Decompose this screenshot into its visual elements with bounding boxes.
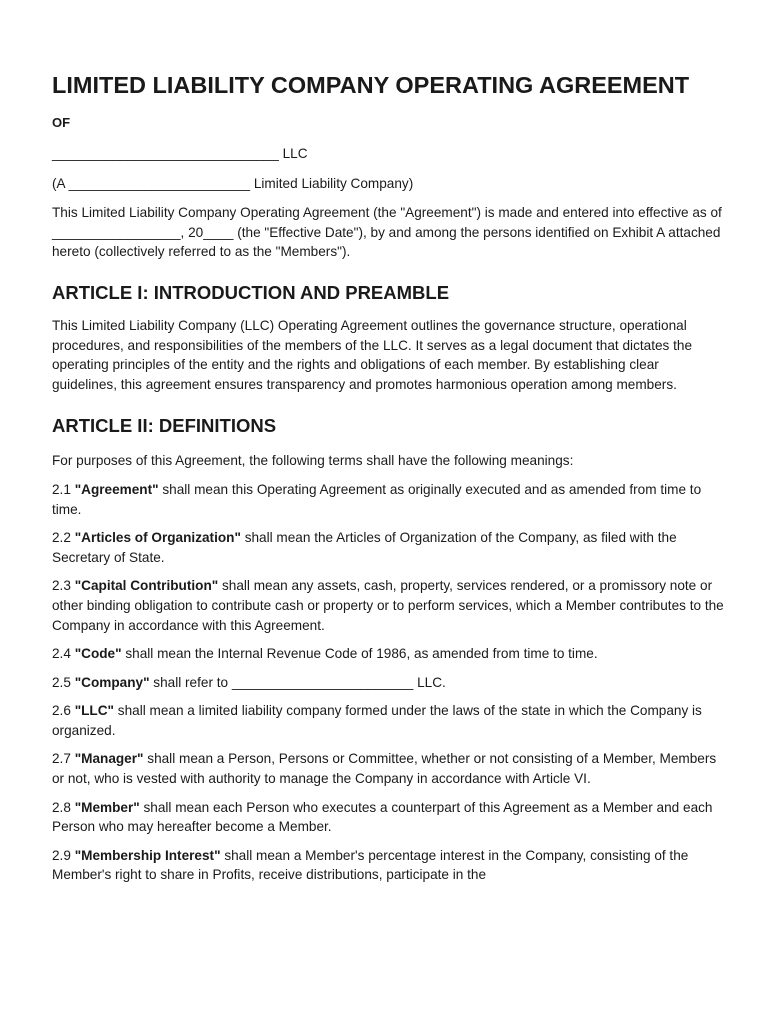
definition-number: 2.7 — [52, 751, 71, 767]
definition-text: shall mean each Person who executes a counterpart of this Agreement as a Member and each Person who may hereafter become a Member. — [52, 799, 713, 835]
definition-text: shall mean this Operating Agreement as originally executed and as amended from time to time. — [52, 481, 702, 517]
definition-item — [52, 798, 724, 837]
definitions-list — [52, 480, 724, 885]
definition-number: 2.8 — [52, 799, 71, 815]
definition-term: "Articles of Organization" — [74, 530, 241, 546]
definition-number: 2.1 — [52, 481, 71, 497]
definition-item — [52, 528, 724, 567]
llc-name-line: ______________________________ LLC — [52, 146, 308, 161]
definition-text: shall mean a limited liability company formed under the laws of the state in which the Company is organized. — [52, 703, 702, 738]
definitions-lead: For purposes of this Agreement, the following terms shall have the following meanings: — [52, 453, 574, 469]
of-label: OF — [52, 115, 71, 130]
definition-item — [52, 701, 724, 740]
definition-item — [52, 644, 724, 664]
definition-item — [52, 846, 724, 885]
definition-number: 2.5 — [52, 674, 71, 690]
definition-text: shall mean a Member's percentage interest in the Company, consisting of the Member's right to share in Profits, receive distributions, participate in the — [52, 847, 689, 883]
definition-text: shall mean a Person, Persons or Committee, whether or not consisting of a Member, Members or not, who is vested with authority to manage the Company in accordance with Article VI. — [52, 751, 717, 787]
definition-item — [52, 749, 724, 788]
definition-term: "Agreement" — [74, 481, 159, 497]
article-1-heading: ARTICLE I: INTRODUCTION AND PREAMBLE — [52, 281, 450, 303]
definition-term: "Company" — [74, 674, 150, 690]
definition-number: 2.9 — [52, 847, 71, 863]
definition-text: shall refer to ________________________ LLC. — [153, 674, 446, 690]
definition-text: shall mean the Internal Revenue Code of 1986, as amended from time to time. — [125, 646, 598, 662]
definition-term: "Capital Contribution" — [74, 578, 219, 594]
definition-term: "LLC" — [74, 703, 115, 719]
definition-term: "Membership Interest" — [74, 847, 221, 863]
definition-number: 2.3 — [52, 578, 71, 594]
article-1-body: This Limited Liability Company (LLC) Operating Agreement outlines the governance structure, operational procedures, and responsibilities of the members of the LLC. It serves as a legal document that dictates the operating principles of the entity and the rights and obligations of each member. By establishing clear guidelines, this agreement ensures transparency and promotes harmonious operation among members. — [52, 317, 693, 392]
company-type-line: (A ________________________ Limited Liability Company) — [52, 175, 414, 191]
definition-item — [52, 576, 724, 635]
definition-text: shall mean the Articles of Organization of the Company, as filed with the Secretary of State. — [52, 530, 677, 565]
definition-term: "Member" — [74, 799, 140, 815]
definition-term: "Code" — [74, 646, 122, 662]
definition-item — [52, 673, 724, 693]
definition-number: 2.4 — [52, 646, 71, 662]
document-title: LIMITED LIABILITY COMPANY OPERATING AGREEMENT — [52, 72, 690, 98]
article-2-heading: ARTICLE II: DEFINITIONS — [52, 415, 277, 437]
definition-item — [52, 480, 724, 519]
definition-term: "Manager" — [74, 751, 144, 767]
definition-number: 2.2 — [52, 530, 71, 546]
intro-paragraph: This Limited Liability Company Operating Agreement (the "Agreement") is made and entered into effective as of _________________, 20____ (the "Effective Date"), by and among the persons identified on Exhibit A attached hereto (collectively referred to as the "Members"). — [52, 205, 722, 260]
definition-text: shall mean any assets, cash, property, services rendered, or a promissory note or other binding obligation to contribute cash or property or to perform services, which a Member contributes to the Company in accordance with this Agreement. — [52, 578, 724, 633]
document-page — [52, 68, 724, 894]
definition-number: 2.6 — [52, 703, 71, 719]
